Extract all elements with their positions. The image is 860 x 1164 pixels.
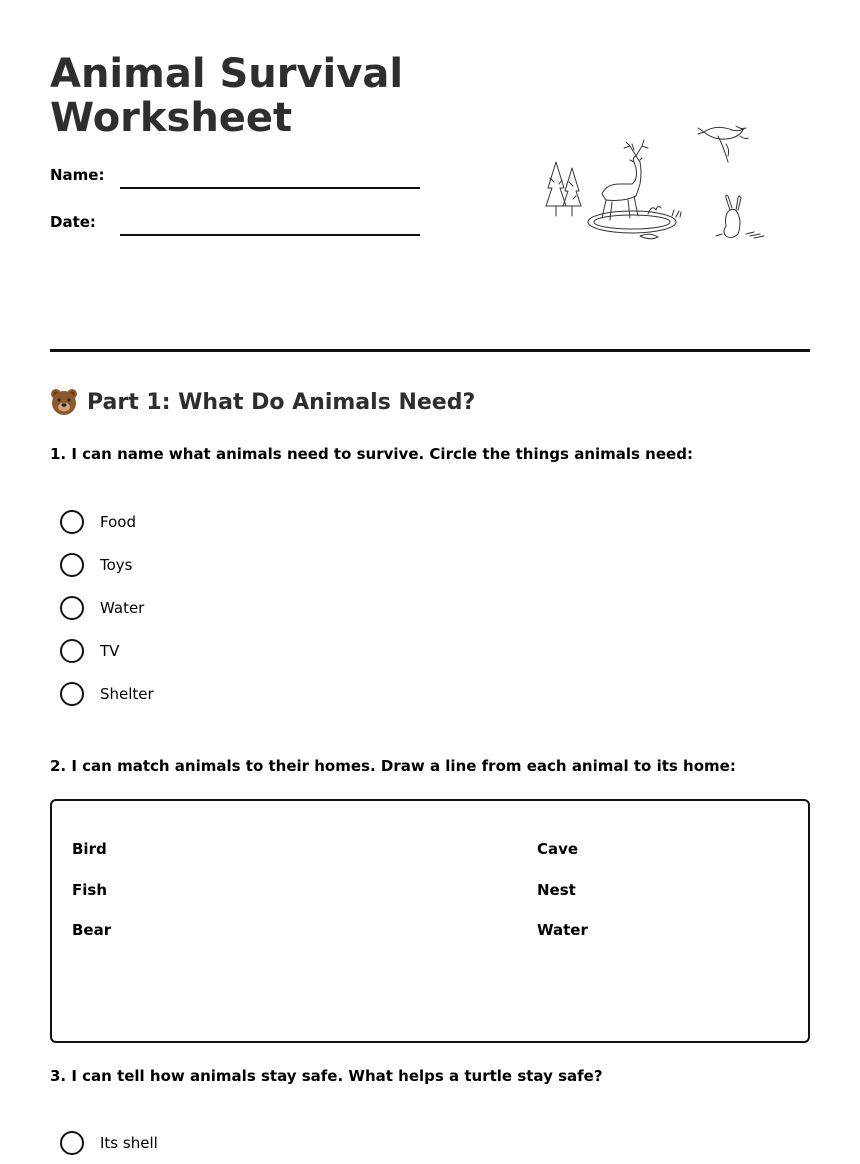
q1-options xyxy=(60,500,154,715)
bird-icon xyxy=(698,126,748,162)
part1-heading xyxy=(50,388,475,416)
q1-option-circle[interactable] xyxy=(60,510,84,534)
name-label: Name: xyxy=(50,166,105,184)
question-2: 2. I can match animals to their homes. Draw a line from each animal to its home: xyxy=(50,757,736,775)
name-write-line[interactable] xyxy=(120,187,420,189)
name-field xyxy=(50,166,430,190)
pond-icon xyxy=(588,206,681,238)
q1-option-label: Shelter xyxy=(100,684,154,703)
q1-option-shelter xyxy=(60,672,154,715)
question-3: 3. I can tell how animals stay safe. What helps a turtle stay safe? xyxy=(50,1067,603,1085)
match-animal[interactable]: Bird xyxy=(72,840,107,858)
header-divider xyxy=(50,349,810,352)
q1-option-label: Food xyxy=(100,512,136,531)
q1-option-water xyxy=(60,586,154,629)
date-field xyxy=(50,213,430,237)
q1-option-food xyxy=(60,500,154,543)
q1-option-tv xyxy=(60,629,154,672)
q1-option-toys xyxy=(60,543,154,586)
animals-column xyxy=(72,840,111,962)
q3-options xyxy=(60,1121,158,1164)
q3-option-circle[interactable] xyxy=(60,1131,84,1155)
bear-icon xyxy=(50,388,78,416)
q1-option-circle[interactable] xyxy=(60,596,84,620)
worksheet-title: Animal Survival Worksheet xyxy=(50,51,404,141)
homes-column xyxy=(537,840,588,962)
deer-icon xyxy=(602,140,648,220)
q1-option-label: Water xyxy=(100,598,145,617)
question-1: 1. I can name what animals need to survive. Circle the things animals need: xyxy=(50,445,693,463)
animal-illustration xyxy=(540,118,770,248)
match-animal[interactable]: Fish xyxy=(72,880,107,899)
date-write-line[interactable] xyxy=(120,234,420,236)
match-animal[interactable]: Bear xyxy=(72,921,112,939)
trees-icon xyxy=(546,162,581,216)
match-home[interactable]: Water xyxy=(537,921,588,939)
match-home[interactable]: Nest xyxy=(537,880,576,899)
q3-option-shell xyxy=(60,1121,158,1164)
matching-box[interactable] xyxy=(50,799,810,1043)
q1-option-circle[interactable] xyxy=(60,639,84,663)
rabbit-icon xyxy=(716,195,764,238)
q1-option-label: TV xyxy=(100,641,120,660)
q1-option-circle[interactable] xyxy=(60,553,84,577)
q1-option-label: Toys xyxy=(100,555,133,574)
match-home[interactable]: Cave xyxy=(537,840,579,858)
q1-option-circle[interactable] xyxy=(60,682,84,706)
date-label: Date: xyxy=(50,213,96,231)
part1-heading-text: Part 1: What Do Animals Need? xyxy=(87,389,476,415)
q3-option-label: Its shell xyxy=(100,1133,158,1152)
